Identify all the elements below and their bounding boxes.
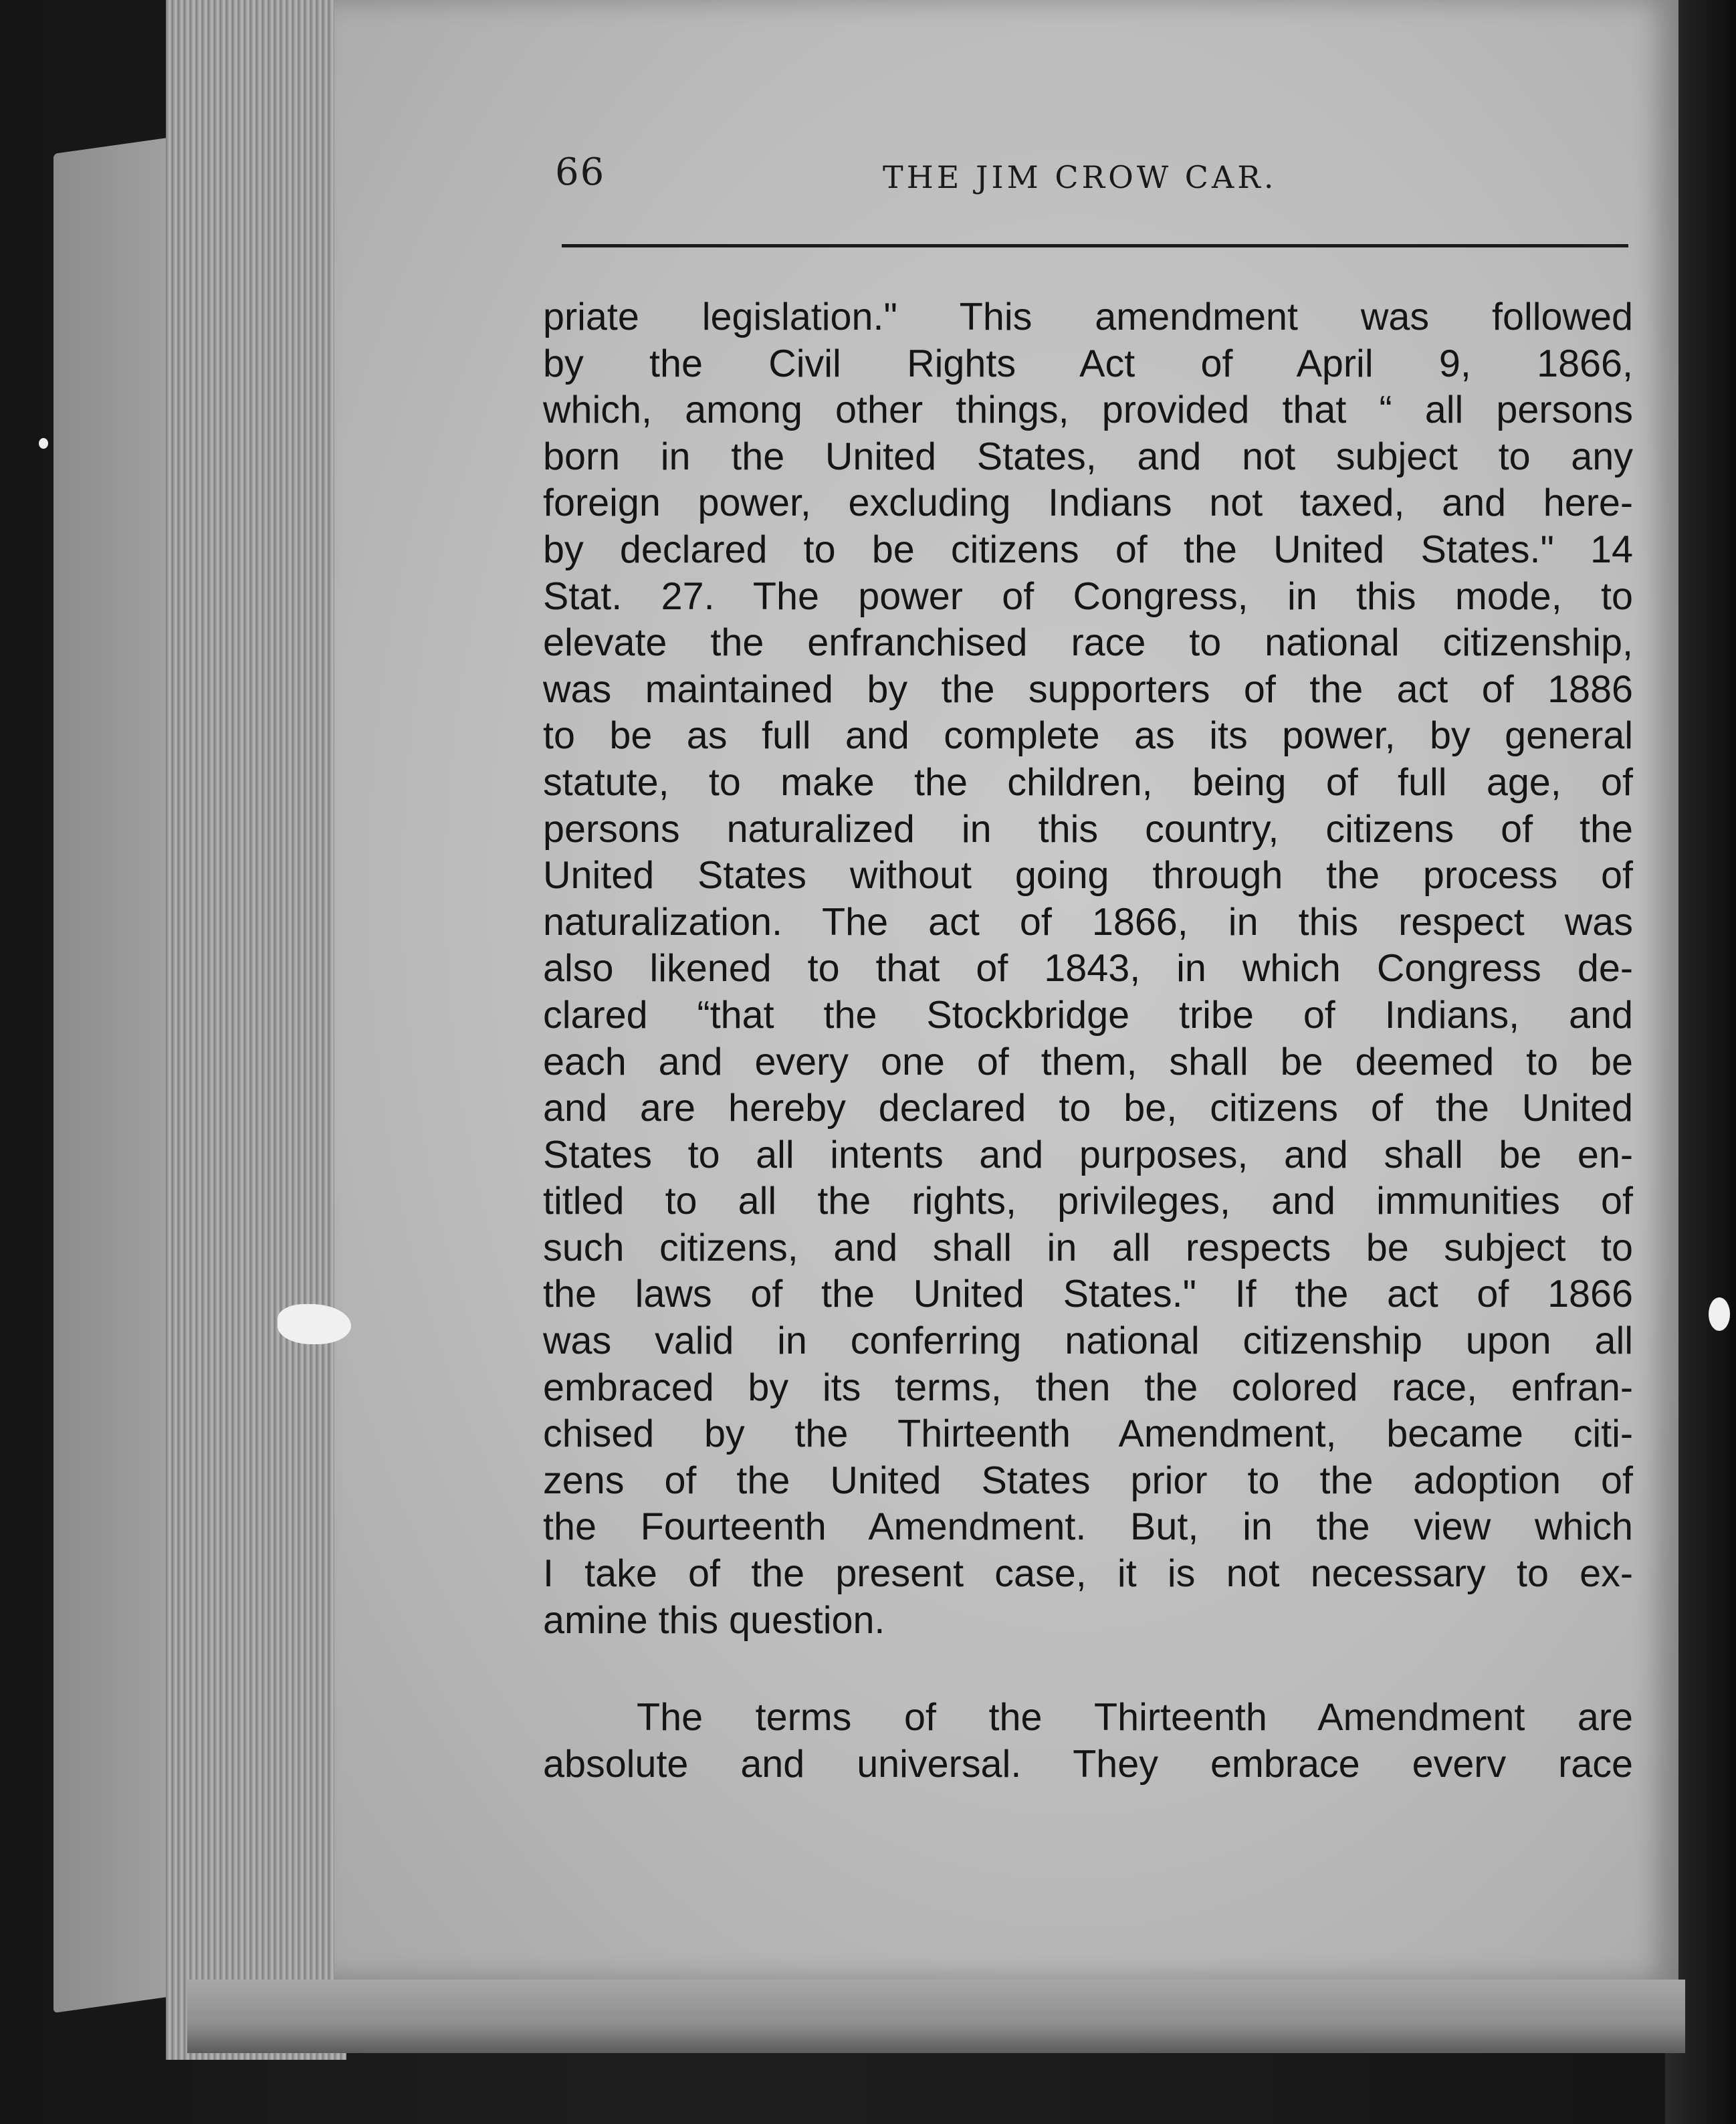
- text-line: was valid in conferring national citizenship upon all: [543, 1319, 1633, 1363]
- text-line: United States without going through the process of: [543, 854, 1633, 897]
- paragraph-1: [543, 294, 1633, 1644]
- text-line: each and every one of them, shall be deemed to be: [543, 1040, 1633, 1083]
- text-line: priate legislation." This amendment was followed: [543, 296, 1633, 338]
- text-line: States to all intents and purposes, and shall be en-: [543, 1133, 1633, 1176]
- scan-speck: [39, 438, 48, 449]
- text-line: naturalization. The act of 1866, in this respect was: [543, 900, 1633, 944]
- header-rule: [562, 244, 1628, 247]
- text-line: to be as full and complete as its power, by general: [543, 714, 1633, 758]
- text-line: clared “that the Stockbridge tribe of Indians, and: [543, 993, 1633, 1037]
- text-line: elevate the enfranchised race to national citizenship,: [543, 621, 1633, 665]
- paragraph-2: [543, 1695, 1633, 1788]
- text-line: by the Civil Rights Act of April 9, 1866,: [543, 342, 1633, 385]
- text-line: the laws of the United States." If the act of 1866: [543, 1273, 1633, 1316]
- text-line: Stat. 27. The power of Congress, in this mode, to: [543, 574, 1633, 618]
- text-line: foreign power, excluding Indians not taxed, and here-: [543, 482, 1633, 525]
- text-line: The terms of the Thirteenth Amendment are: [637, 1696, 1633, 1739]
- text-line: chised by the Thirteenth Amendment, became citi-: [543, 1412, 1633, 1456]
- text-line: born in the United States, and not subject to any: [543, 435, 1633, 478]
- text-line: was maintained by the supporters of the act of 1886: [543, 667, 1633, 711]
- page-number: 66: [555, 150, 606, 194]
- text-line: statute, to make the children, being of full age, of: [543, 760, 1633, 804]
- text-line: the Fourteenth Amendment. But, in the view which: [543, 1505, 1633, 1549]
- page-stack-edges: [166, 0, 346, 2060]
- text-line: persons naturalized in this country, citizens of the: [543, 807, 1633, 851]
- text-line: and are hereby declared to be, citizens of the United: [543, 1087, 1633, 1130]
- text-line: such citizens, and shall in all respects be subject to: [543, 1226, 1633, 1269]
- text-line: I take of the present case, it is not necessary to ex-: [543, 1552, 1633, 1596]
- text-line: zens of the United States prior to the adoption of: [543, 1459, 1633, 1502]
- text-line: embraced by its terms, then the colored race, enfran-: [543, 1366, 1633, 1409]
- text-line: absolute and universal. They embrace everv race: [543, 1742, 1633, 1786]
- page-stack-bottom: [187, 1980, 1685, 2053]
- text-line: by declared to be citizens of the United States." 14: [543, 528, 1633, 571]
- paragraph-gap: [543, 1644, 1633, 1695]
- running-title: THE JIM CROW CAR.: [883, 159, 1277, 195]
- scan-speck: [1709, 1297, 1730, 1331]
- text-line: which, among other things, provided that “ all persons: [543, 389, 1633, 432]
- body-text: [543, 294, 1633, 1788]
- text-line: titled to all the rights, privileges, and immunities of: [543, 1180, 1633, 1223]
- text-line: amine this question.: [543, 1598, 885, 1642]
- text-line: also likened to that of 1843, in which Congress de-: [543, 947, 1633, 990]
